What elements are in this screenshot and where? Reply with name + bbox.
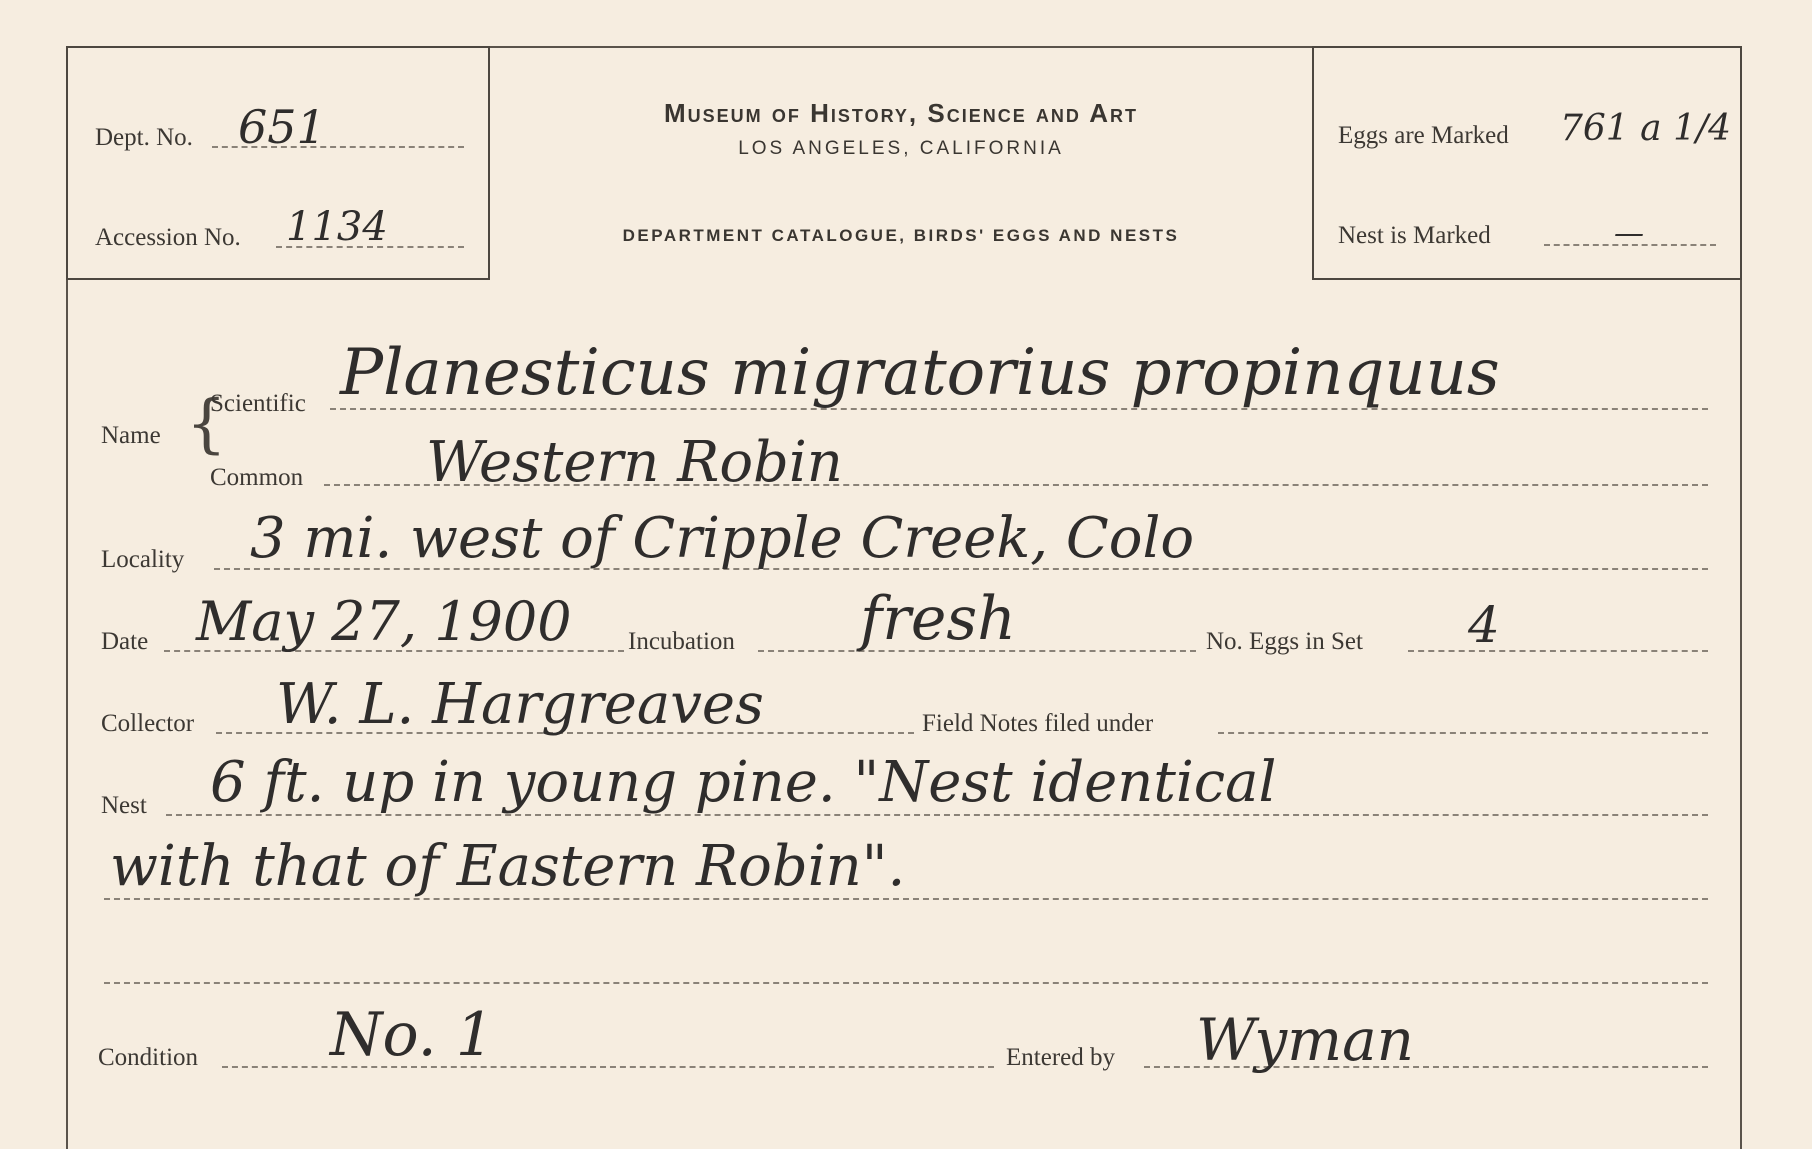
catalogue-title: DEPARTMENT CATALOGUE, BIRDS' EGGS AND NESTS (622, 226, 1180, 245)
locality-value: 3 mi. west of Cripple Creek, Colo (250, 506, 1195, 571)
eggs-marked-label: Eggs are Marked (1338, 122, 1509, 149)
field-notes-label: Field Notes filed under (922, 710, 1154, 737)
eggs-in-set-label: No. Eggs in Set (1206, 628, 1363, 655)
museum-title: Museum of History, Science and Art (664, 98, 1138, 128)
entered-by-label: Entered by (1006, 1044, 1115, 1071)
dept-no-value: 651 (238, 100, 326, 154)
field-notes-line (1218, 732, 1708, 734)
name-brace: { (186, 387, 227, 461)
common-value: Western Robin (426, 430, 843, 495)
collector-label: Collector (101, 710, 195, 737)
eggs-marked-value: 761 a 1/4 (1560, 108, 1731, 149)
date-value: May 27, 1900 (196, 590, 572, 653)
nest-value-line-1: 6 ft. up in young pine. "Nest identical (210, 750, 1277, 815)
scientific-label: Scientific (210, 390, 306, 417)
condition-label: Condition (98, 1044, 199, 1071)
name-label: Name (101, 422, 161, 449)
collector-value: W. L. Hargreaves (276, 672, 764, 737)
eggs-in-set-line (1408, 650, 1708, 652)
incubation-value: fresh (860, 584, 1016, 654)
common-label: Common (210, 464, 304, 491)
nest-marked-label: Nest is Marked (1338, 222, 1491, 249)
date-label: Date (101, 628, 149, 655)
nest-value-line-2: with that of Eastern Robin". (110, 834, 906, 899)
blank-line (104, 982, 1708, 984)
accession-no-label: Accession No. (95, 224, 241, 251)
accession-no-value: 1134 (286, 204, 388, 250)
scientific-value: Planesticus migratorius propinquus (340, 336, 1500, 410)
entered-by-value: Wyman (1196, 1006, 1415, 1074)
dept-no-label: Dept. No. (95, 124, 193, 151)
museum-location: LOS ANGELES, CALIFORNIA (738, 138, 1064, 159)
locality-label: Locality (101, 546, 185, 573)
eggs-in-set-value: 4 (1468, 596, 1500, 654)
condition-value: No. 1 (330, 1000, 494, 1070)
nest-marked-value: — (1614, 216, 1644, 251)
incubation-label: Incubation (628, 628, 735, 655)
nest-label: Nest (101, 792, 147, 819)
